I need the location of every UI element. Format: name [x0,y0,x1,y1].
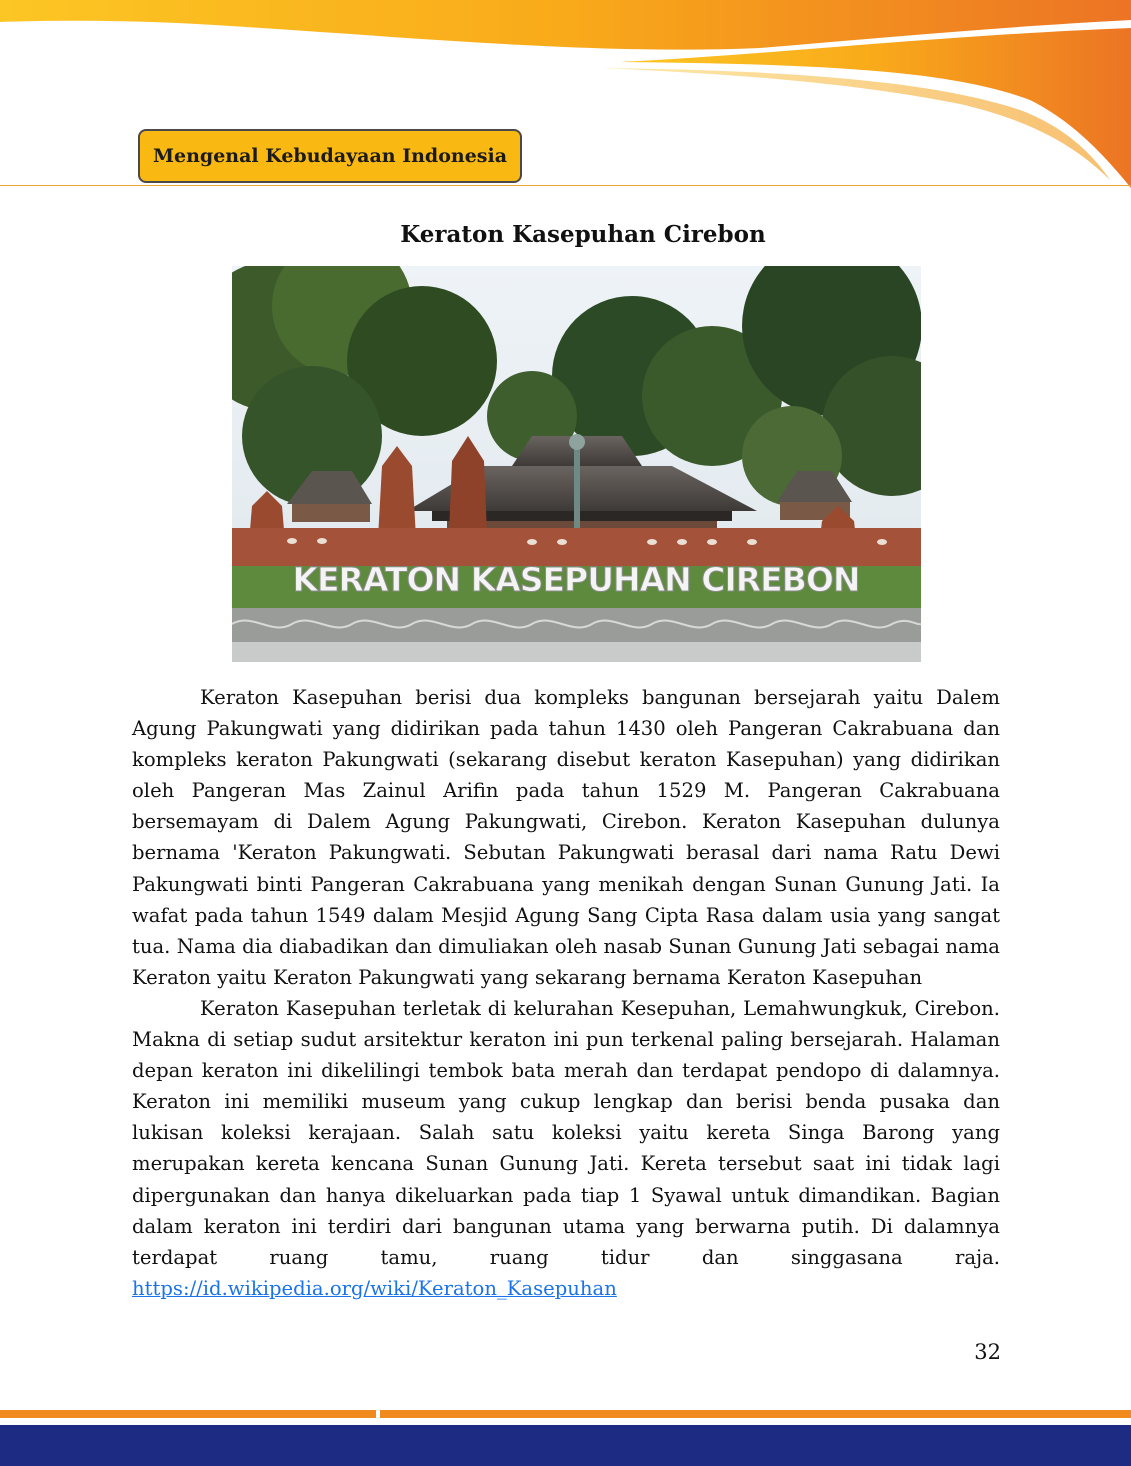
footer-orange-bar-right [380,1410,1131,1418]
source-link[interactable]: https://id.wikipedia.org/wiki/Keraton_Kasepuhan [132,1276,617,1300]
page-number: 32 [974,1340,1001,1364]
footer-decoration [0,1410,1131,1466]
paragraph-1: Keraton Kasepuhan berisi dua kompleks bangunan bersejarah yaitu Dalem Agung Pakungwati yang didirikan pada tahun 1430 oleh Pangeran Cakrabuana dan kompleks keraton Pakungwati (sekarang disebut keraton Kasepuhan) yang didirikan oleh Pangeran Mas Zainul Arifin pada tahun 1529 M. Pangeran Cakrabuana bersemayam di Dalem Agung Pakungwati, Cirebon. Keraton Kasepuhan dulunya bernama 'Keraton Pakungwati. Sebutan Pakungwati berasal dari nama Ratu Dewi Pakungwati binti Pangeran Cakrabuana yang menikah dengan Sunan Gunung Jati. Ia wafat pada tahun 1549 dalam Mesjid Agung Sang Cipta Rasa dalam usia yang sangat tua. Nama dia diabadikan dan dimuliakan oleh nasab Sunan Gunung Jati sebagai nama Keraton yaitu Keraton Pakungwati yang sekarang bernama Keraton Kasepuhan [132,686,1000,989]
section-tab-label: Mengenal Kebudayaan Indonesia [152,145,508,167]
photo-sign-text: KERATON KASEPUHAN CIREBON [292,560,860,599]
section-tab [138,129,522,183]
article-title: Keraton Kasepuhan Cirebon [400,221,766,248]
paragraph-2-text: Keraton Kasepuhan terletak di kelurahan Kesepuhan, Lemahwungkuk, Cirebon. Makna di setiap sudut arsitektur keraton ini pun terkenal paling bersejarah. Halaman depan keraton ini dikelilingi tembok bata merah dan terdapat pendopo di dalamnya. Keraton ini memiliki museum yang cukup lengkap dan berisi benda pusaka dan lukisan koleksi kerajaan. Salah satu koleksi yaitu kereta Singa Barong yang merupakan kereta kencana Sunan Gunung Jati. Kereta tersebut saat ini tidak lagi dipergunakan dan hanya dikeluarkan pada tiap 1 Syawal untuk dimandikan. Bagian dalam keraton ini terdiri dari bangunan utama yang berwarna putih. Di dalamnya terdapat ruang tamu, ruang tidur dan singgasana raja. [132,996,1000,1269]
keraton-photo [232,266,921,662]
article-body [132,682,1000,1304]
footer-navy-bar [0,1425,1131,1466]
header-rule [0,185,1131,186]
paragraph-2 [132,993,1000,1304]
footer-orange-bar-left [0,1410,376,1418]
